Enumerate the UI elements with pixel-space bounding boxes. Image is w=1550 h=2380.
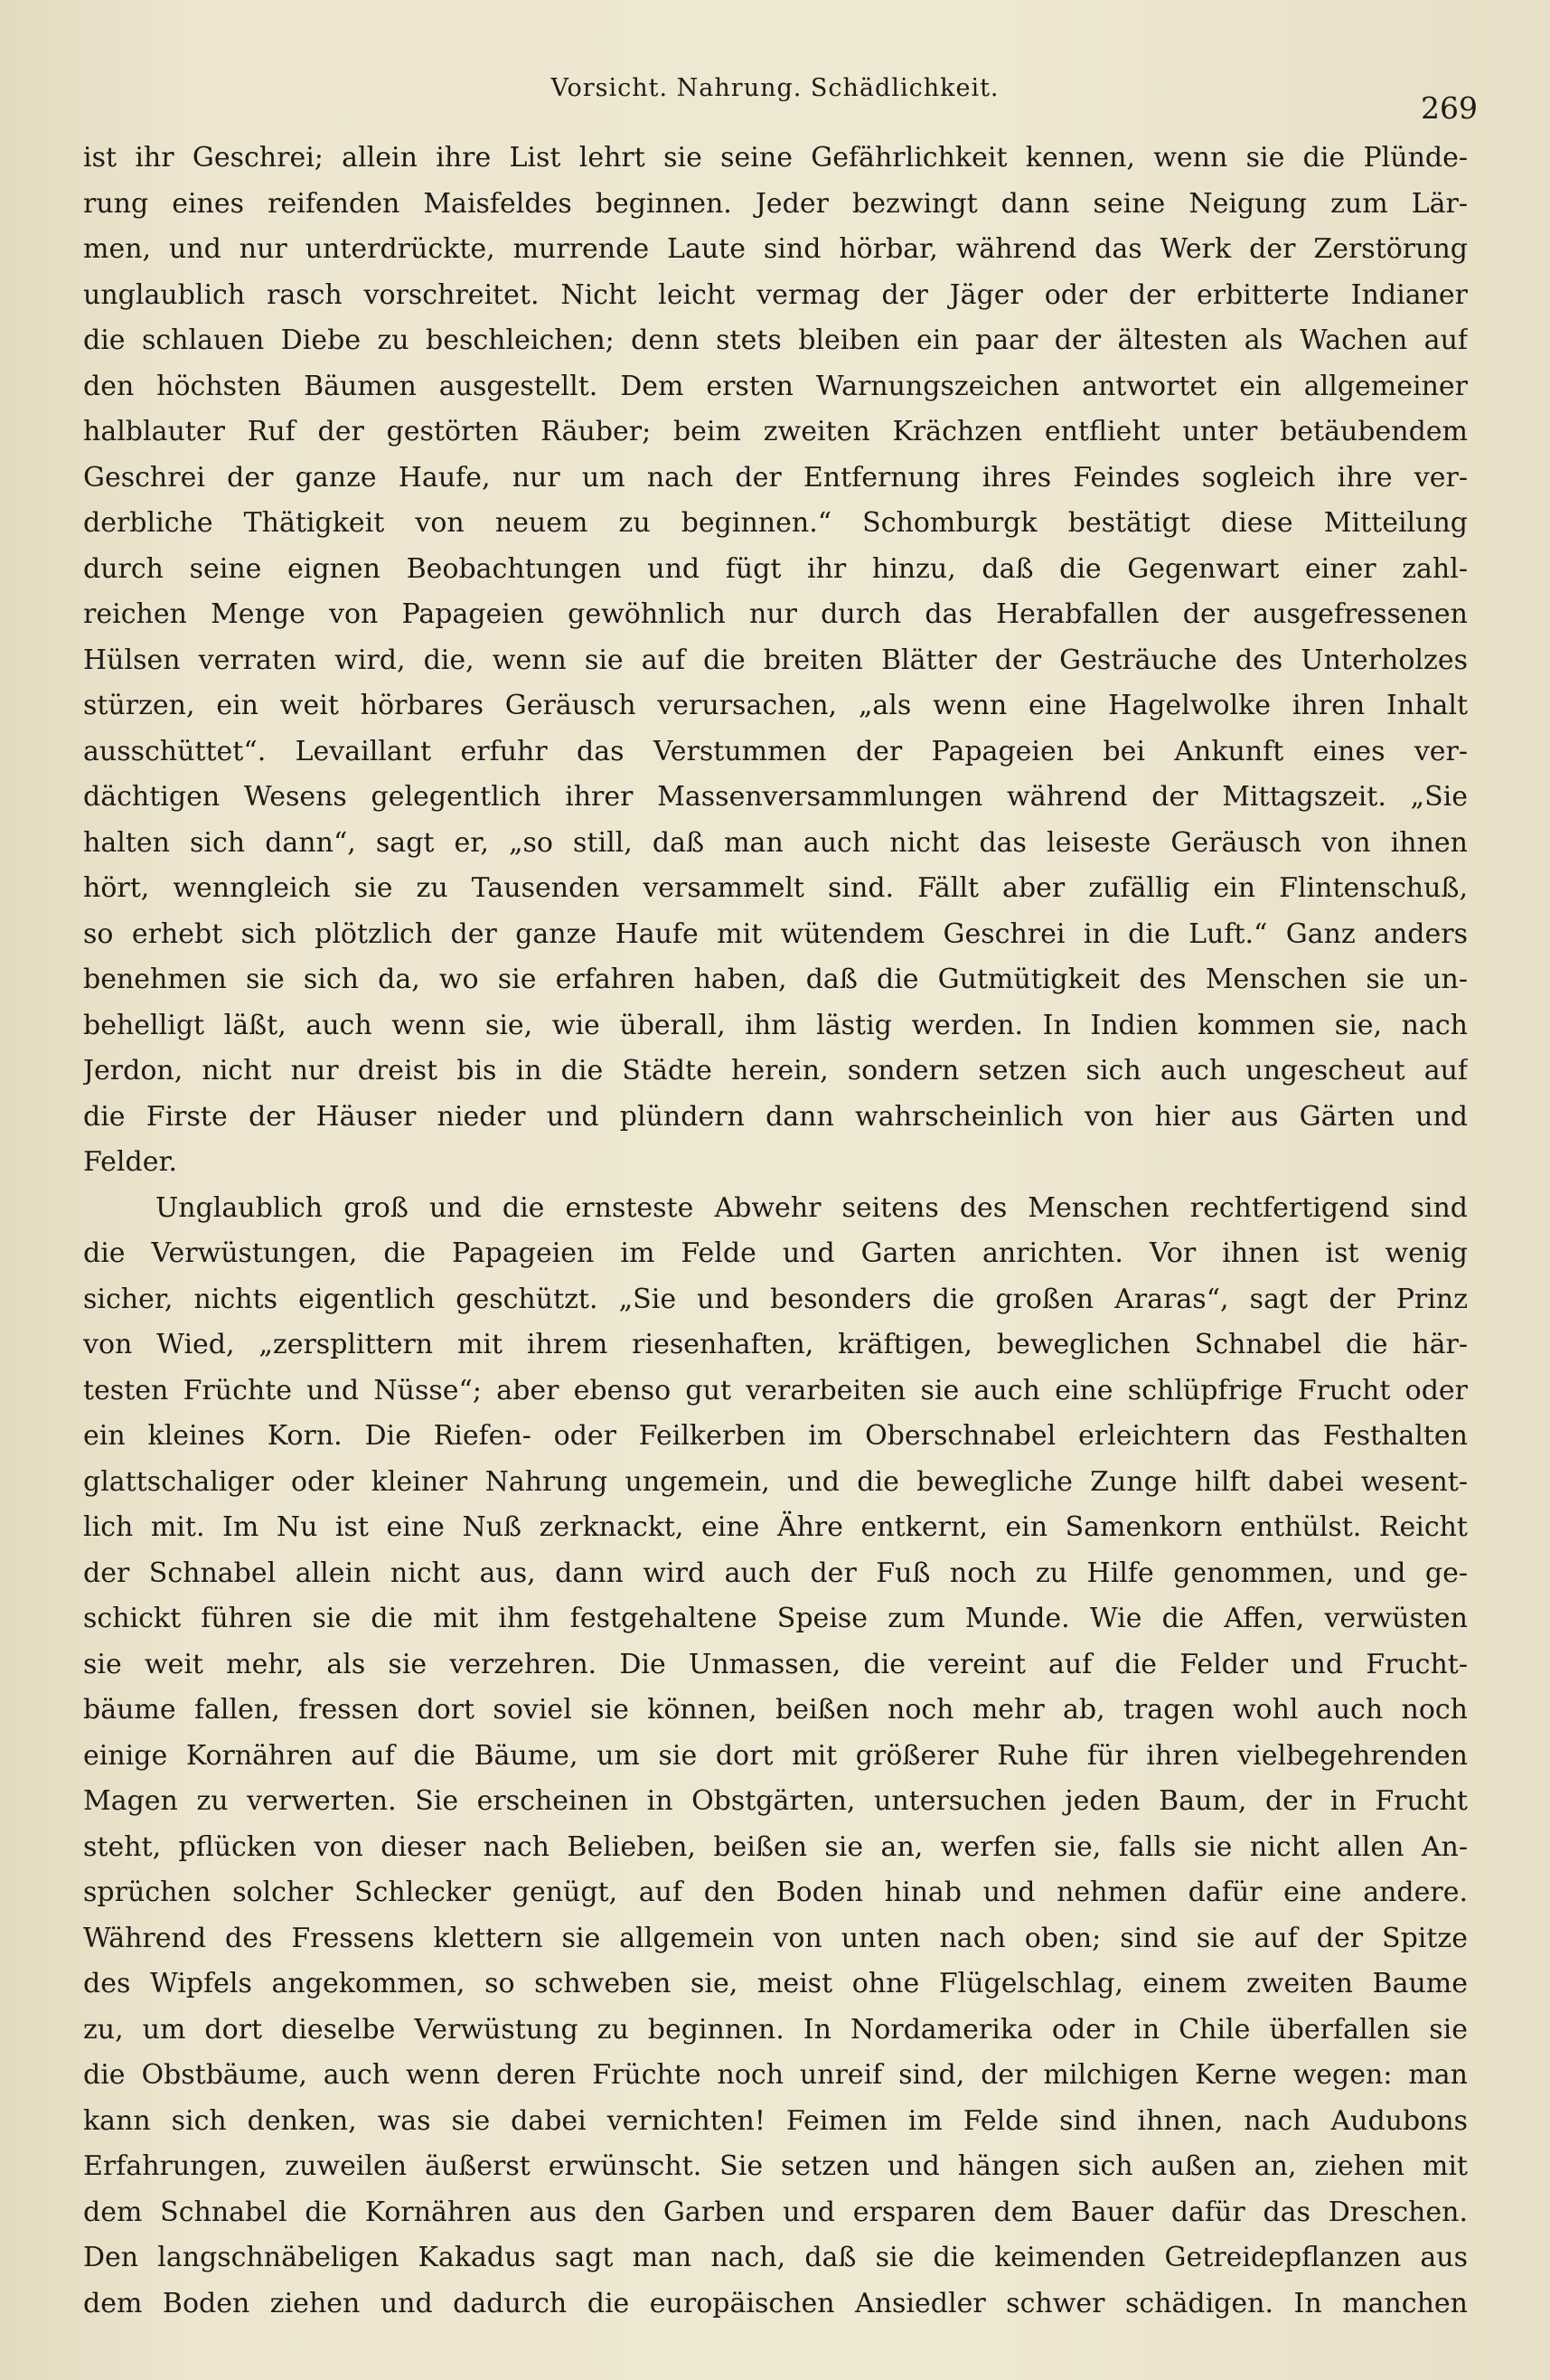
text-line: dem Schnabel die Kornähren aus den Garben und ersparen dem Bauer dafür das Dreschen. bbox=[83, 2196, 1468, 2228]
text-line: glattschaliger oder kleiner Nahrung ungemein, und die bewegliche Zunge hilft dabei wesent- bbox=[83, 1465, 1468, 1498]
text-line: Während des Fressens klettern sie allgemein von unten nach oben; sind sie auf der Spitze bbox=[83, 1922, 1468, 1954]
text-line: dem Boden ziehen und dadurch die europäischen Ansiedler schwer schädigen. In manchen bbox=[83, 2287, 1468, 2319]
text-line: so erhebt sich plötzlich der ganze Haufe mit wütendem Geschrei in die Luft.“ Ganz anders bbox=[83, 917, 1468, 950]
text-line: halblauter Ruf der gestörten Räuber; beim zweiten Krächzen entflieht unter betäubendem bbox=[83, 416, 1468, 447]
text-line: den höchsten Bäumen ausgestellt. Dem ersten Warnungszeichen antwortet ein allgemeiner bbox=[83, 370, 1468, 402]
text-line: halten sich dann“, sagt er, „so still, daß man auch nicht das leiseste Geräusch von ihnen bbox=[83, 826, 1468, 859]
text-line: benehmen sie sich da, wo sie erfahren haben, daß die Gutmütigkeit des Menschen sie un- bbox=[83, 964, 1468, 995]
text-line: Hülsen verraten wird, die, wenn sie auf die breiten Blätter der Gesträuche des Unterholzes bbox=[83, 644, 1468, 676]
text-line: reichen Menge von Papageien gewöhnlich nur durch das Herabfallen der ausgefressenen bbox=[83, 598, 1468, 630]
text-line: des Wipfels angekommen, so schweben sie, meist ohne Flügelschlag, einem zweiten Baume bbox=[83, 1968, 1468, 1999]
text-line: die Firste der Häuser nieder und plündern dann wahrscheinlich von hier aus Gärten und bbox=[83, 1100, 1468, 1133]
text-line: bäume fallen, fressen dort soviel sie können, beißen noch mehr ab, tragen wohl auch noch bbox=[83, 1694, 1468, 1726]
text-line: testen Früchte und Nüsse“; aber ebenso gut verarbeiten sie auch eine schlüpfrige Frucht oder bbox=[83, 1374, 1468, 1406]
text-line: kann sich denken, was sie dabei vernichten! Feimen im Felde sind ihnen, nach Audubons bbox=[83, 2104, 1468, 2137]
text-line: der Schnabel allein nicht aus, dann wird auch der Fuß noch zu Hilfe genommen, und ge- bbox=[83, 1557, 1468, 1589]
text-line: einige Kornähren auf die Bäume, um sie dort mit größerer Ruhe für ihren vielbegehrenden bbox=[83, 1739, 1468, 1772]
text-line: lich mit. Im Nu ist eine Nuß zerknackt, eine Ähre entkernt, ein Samenkorn enthülst. Reicht bbox=[83, 1511, 1468, 1543]
text-line: Den langschnäbeligen Kakadus sagt man nach, daß sie die keimenden Getreidepflanzen aus bbox=[83, 2242, 1468, 2273]
text-line: die Obstbäume, auch wenn deren Früchte noch unreif sind, der milchigen Kerne wegen: man bbox=[83, 2059, 1468, 2091]
text-line: hört, wenngleich sie zu Tausenden versammelt sind. Fällt aber zufällig ein Flintenschuß, bbox=[83, 872, 1468, 904]
text-line: behelligt läßt, auch wenn sie, wie überall, ihm lästig werden. In Indien kommen sie, nach bbox=[83, 1009, 1468, 1041]
text-line: Felder. bbox=[83, 1146, 178, 1178]
text-line: durch seine eignen Beobachtungen und fügt ihr hinzu, daß die Gegenwart einer zahl- bbox=[83, 552, 1468, 585]
text-line: sprüchen solcher Schlecker genügt, auf den Boden hinab und nehmen dafür eine andere. bbox=[83, 1877, 1468, 1908]
text-line: dächtigen Wesens gelegentlich ihrer Massenversammlungen während der Mittagszeit. „Sie bbox=[83, 781, 1468, 813]
text-line: unglaublich rasch vorschreitet. Nicht leicht vermag der Jäger oder der erbitterte Indianer bbox=[83, 278, 1468, 311]
text-line: von Wied, „zersplittern mit ihrem riesenhaften, kräftigen, beweglichen Schnabel die här- bbox=[83, 1329, 1468, 1360]
body-text bbox=[83, 136, 1468, 2327]
page-number: 269 bbox=[1421, 90, 1478, 126]
text-line: ein kleines Korn. Die Riefen- oder Feilkerben im Oberschnabel erleichtern das Festhalten bbox=[83, 1420, 1468, 1452]
text-line: Geschrei der ganze Haufe, nur um nach der Entfernung ihres Feindes sogleich ihre ver- bbox=[83, 461, 1468, 494]
text-line: die schlauen Diebe zu beschleichen; denn stets bleiben ein paar der ältesten als Wachen auf bbox=[83, 325, 1468, 356]
running-head: Vorsicht. Nahrung. Schädlichkeit. bbox=[550, 74, 1000, 102]
text-line: derbliche Thätigkeit von neuem zu beginnen.“ Schomburgk bestätigt diese Mitteilung bbox=[83, 507, 1468, 539]
text-line: zu, um dort dieselbe Verwüstung zu beginnen. In Nordamerika oder in Chile überfallen sie bbox=[83, 2013, 1468, 2046]
text-line: Erfahrungen, zuweilen äußerst erwünscht. Sie setzen und hängen sich außen an, ziehen mit bbox=[83, 2150, 1468, 2182]
text-line: schickt führen sie die mit ihm festgehaltene Speise zum Munde. Wie die Affen, verwüsten bbox=[83, 1603, 1468, 1634]
text-line: ist ihr Geschrei; allein ihre List lehrt sie seine Gefährlichkeit kennen, wenn sie die Plünde- bbox=[83, 142, 1468, 174]
text-line: Unglaublich groß und die ernsteste Abwehr seitens des Menschen rechtfertigend sind bbox=[155, 1191, 1468, 1224]
text-line: men, und nur unterdrückte, murrende Laute sind hörbar, während das Werk der Zerstörung bbox=[83, 233, 1468, 265]
text-line: die Verwüstungen, die Papageien im Felde und Garten anrichten. Vor ihnen ist wenig bbox=[83, 1237, 1468, 1269]
text-line: stürzen, ein weit hörbares Geräusch verursachen, „als wenn eine Hagelwolke ihren Inhalt bbox=[83, 690, 1468, 721]
text-line: sicher, nichts eigentlich geschützt. „Sie und besonders die großen Araras“, sagt der Prinz bbox=[83, 1283, 1468, 1315]
text-line: Magen zu verwerten. Sie erscheinen in Obstgärten, untersuchen jeden Baum, der in Frucht bbox=[83, 1785, 1468, 1817]
text-line: sie weit mehr, als sie verzehren. Die Unmassen, die vereint auf die Felder und Frucht- bbox=[83, 1648, 1468, 1680]
text-line: ausschüttet“. Levaillant erfuhr das Verstummen der Papageien bei Ankunft eines ver- bbox=[83, 735, 1468, 767]
text-line: rung eines reifenden Maisfeldes beginnen. Jeder bezwingt dann seine Neigung zum Lär- bbox=[83, 187, 1468, 220]
text-line: steht, pflücken von dieser nach Belieben, beißen sie an, werfen sie, falls sie nicht allen An- bbox=[83, 1830, 1468, 1863]
text-line: Jerdon, nicht nur dreist bis in die Städte herein, sondern setzen sich auch ungescheut auf bbox=[83, 1055, 1468, 1087]
